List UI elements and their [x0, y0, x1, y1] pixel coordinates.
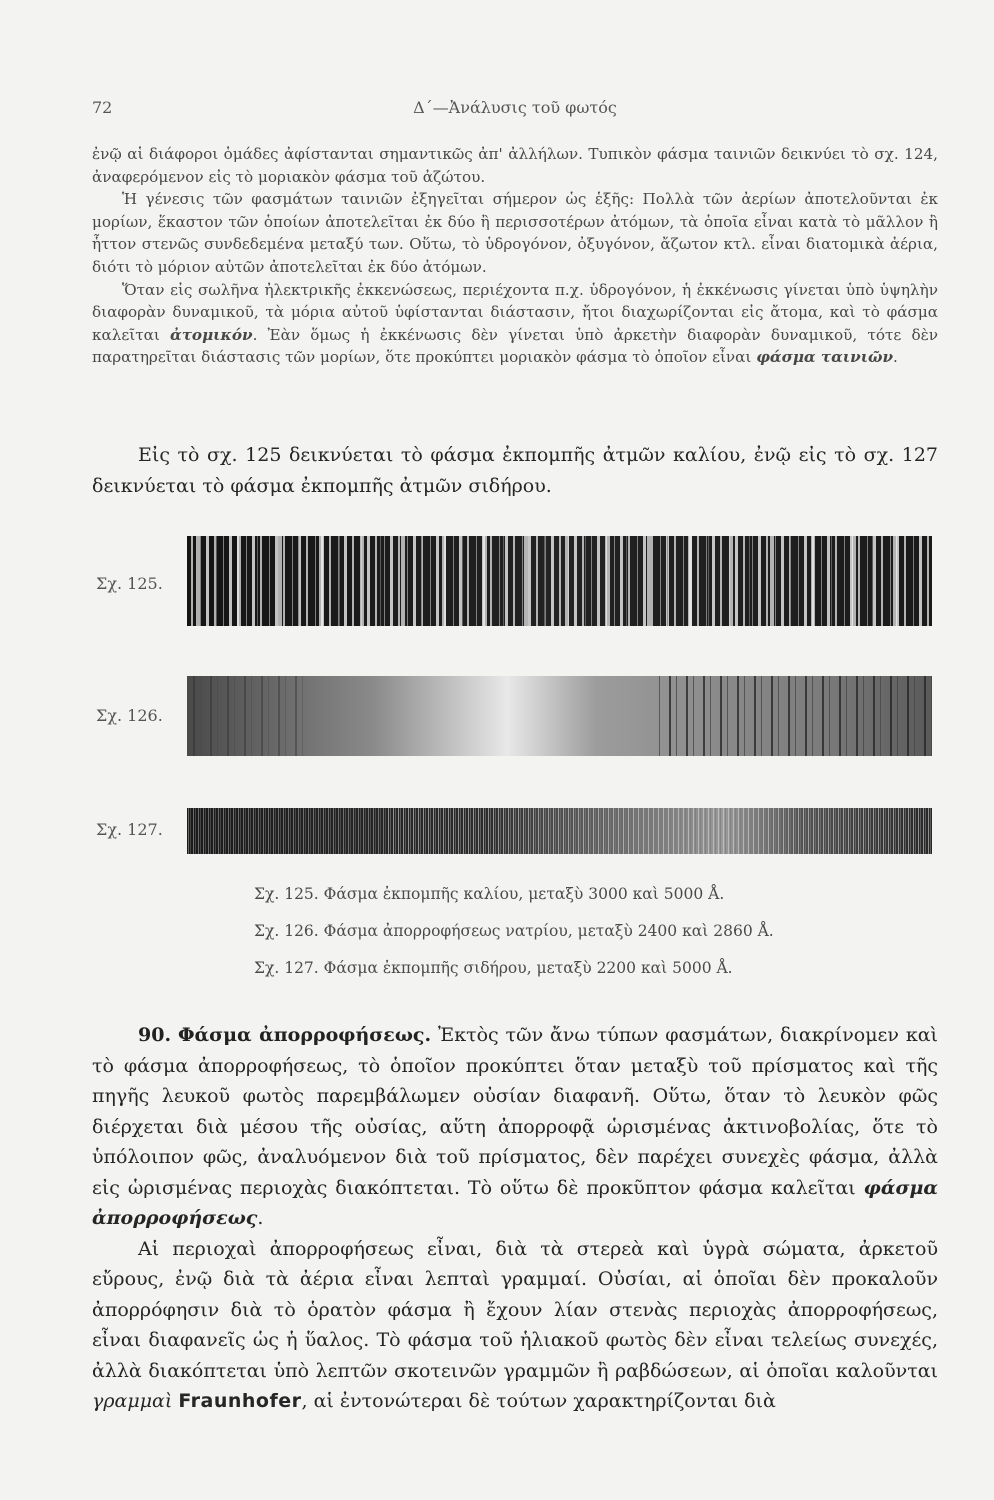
figure-label-126: Σχ. 126. — [96, 706, 163, 725]
text-run: Αἱ περιοχαὶ ἀπορροφήσεως εἶναι, διὰ τὰ στερεὰ καὶ ὑγρὰ σώματα, ἀρκετοῦ εὔρους, ἐνῷ διὰ τὰ ἀέρια εἶναι λεπταὶ γραμμαί. Οὐσίαι, αἱ ὁποῖαι δὲν προκαλοῦν ἀπορρόφησιν διὰ τὸ ὁρατὸν φάσμα ἢ ἔχουν λίαν στενὰς περιοχὰς ἀπορροφήσεως, εἶναι διαφανεῖς ὡς ἡ ὕαλος. Τὸ φάσμα τοῦ ἡλιακοῦ φωτὸς δὲν εἶναι τελείως συνεχές, ἀλλὰ διακόπτεται ὑπὸ λεπτῶν σκοτεινῶν γραμμῶν ἢ ραβδώσεων, αἱ ὁποῖαι καλοῦνται — [92, 1237, 938, 1382]
term-absorption-spectrum: φάσμα ἀπορροφήσεως — [92, 1176, 939, 1229]
spectrum-iron-emission — [187, 808, 932, 854]
term-band-spectrum: φάσμα ταινιῶν — [756, 348, 894, 367]
text-run: . — [893, 348, 898, 367]
term-atomic: ἀτομικόν — [170, 325, 253, 344]
text-run: Ὅταν εἰς σωλῆνα ἠλεκτρικῆς ἐκκενώσεως, περιέχοντα π.χ. ὑδρογόνον, ἡ ἐκκένωσις γίνεται ὑπὸ ὑψηλὴν διαφορὰν δυναμικοῦ, τὰ μόρια αὐτοῦ ὑφίστανται διάστασιν, ἤτοι διαχωρίζονται εἰς ἄτομα, καὶ τὸ φάσμα καλεῖται — [92, 280, 938, 344]
running-title: Δ΄—Ἀνάλυσις τοῦ φωτός — [413, 98, 617, 117]
paragraph-intro: Εἰς τὸ σχ. 125 δεικνύεται τὸ φάσμα ἐκπομπῆς ἀτμῶν καλίου, ἐνῷ εἰς τὸ σχ. 127 δεικνύεται τὸ φάσμα ἐκπομπῆς ἀτμῶν σιδήρου. — [92, 444, 938, 497]
caption-127: Σχ. 127. Φάσμα ἐκπομπῆς σιδήρου, μεταξὺ 2200 καὶ 5000 Å. — [254, 959, 733, 977]
paragraph-discharge — [92, 279, 938, 369]
small-print-block — [92, 143, 938, 369]
caption-126: Σχ. 126. Φάσμα ἀπορροφήσεως νατρίου, μεταξὺ 2400 καὶ 2860 Å. — [254, 922, 774, 940]
figure-captions — [254, 876, 894, 987]
caption-125: Σχ. 125. Φάσμα ἐκπομπῆς καλίου, μεταξὺ 3000 καὶ 5000 Å. — [254, 885, 725, 903]
figure-label-125: Σχ. 125. — [96, 574, 163, 593]
page-number: 72 — [92, 98, 113, 117]
section-number: 90. — [138, 1024, 172, 1046]
paragraph-absorption-regions — [92, 1234, 938, 1417]
term-fraunhofer: Fraunhofer — [178, 1390, 302, 1412]
text-run: Ἐκτὸς τῶν ἄνω τύπων φασμάτων, διακρίνομεν καὶ τὸ φάσμα ἀπορροφήσεως, τὸ ὁποῖον προκύπτει ὅταν μεταξὺ τοῦ πρίσματος καὶ τῆς πηγῆς λευκοῦ φωτὸς παρεμβάλωμεν οὐσίαν διαφανῆ. Οὕτω, ὅταν τὸ λευκὸν φῶς διέρχεται διὰ μέσου τῆς οὐσίας, αὕτη ἀπορροφᾷ ὡρισμένας ἀκτινοβολίας, ὅτε τὸ ὑπόλοιπον φῶς, ἀναλυόμενον διὰ τοῦ πρίσματος, δὲν παρέχει συνεχὲς φάσμα, ἀλλὰ εἰς ὡρισμένας περιοχὰς διακόπτεται. Τὸ οὕτω δὲ προκῦπτον φάσμα καλεῖται — [92, 1024, 938, 1199]
paragraph-absorption-intro — [92, 1020, 938, 1234]
text-run: , αἱ ἐντονώτεραι δὲ τούτων χαρακτηρίζονται διὰ — [301, 1390, 776, 1412]
text-run: . Ἐὰν ὅμως ἡ ἐκκένωσις δὲν γίνεται ὑπὸ ἀρκετὴν διαφορὰν δυναμικοῦ, τότε δὲν παρατηρεῖται διάστασις τῶν μορίων, ὅτε προκύπτει μοριακὸν φάσμα τὸ ὁποῖον εἶναι — [92, 325, 939, 367]
paragraph-band-origin: Ἡ γένεσις τῶν φασμάτων ταινιῶν ἐξηγεῖται σήμερον ὡς ἑξῆς: Πολλὰ τῶν ἀερίων ἀποτελοῦνται ἐκ μορίων, ἕκαστον τῶν ὁποίων ἀποτελεῖται ἐκ δύο ἢ περισσοτέρων ἀτόμων, τὰ ὁποῖα εἶναι κατὰ τὸ μᾶλλον ἢ ἧττον στενῶς συνδεδεμένα μεταξύ των. Οὕτω, τὸ ὑδρογόνον, ὀξυγόνον, ἄζωτον κτλ. εἶναι διατομικὰ ἀέρια, διότι τὸ μόριον αὐτῶν ἀποτελεῖται ἐκ δύο ἀτόμων. — [92, 190, 938, 276]
paragraph-band-spectrum: ἐνῷ αἱ διάφοροι ὁμάδες ἀφίστανται σημαντικῶς ἀπ' ἀλλήλων. Τυπικὸν φάσμα ταινιῶν δεικνύει τὸ σχ. 124, ἀναφερόμενον εἰς τὸ μοριακὸν φάσμα τοῦ ἀζώτου. — [92, 145, 938, 186]
spectrum-sodium-absorption — [187, 676, 932, 756]
section-90 — [92, 1020, 938, 1417]
section-title: Φάσμα ἀπορροφήσεως. — [177, 1024, 432, 1046]
intro-block — [92, 440, 938, 501]
spectrum-potassium-emission — [187, 536, 932, 626]
text-run: . — [257, 1207, 264, 1229]
term-lines: γραμμαὶ — [92, 1390, 173, 1412]
figure-label-127: Σχ. 127. — [96, 820, 163, 839]
page-header — [92, 98, 938, 122]
